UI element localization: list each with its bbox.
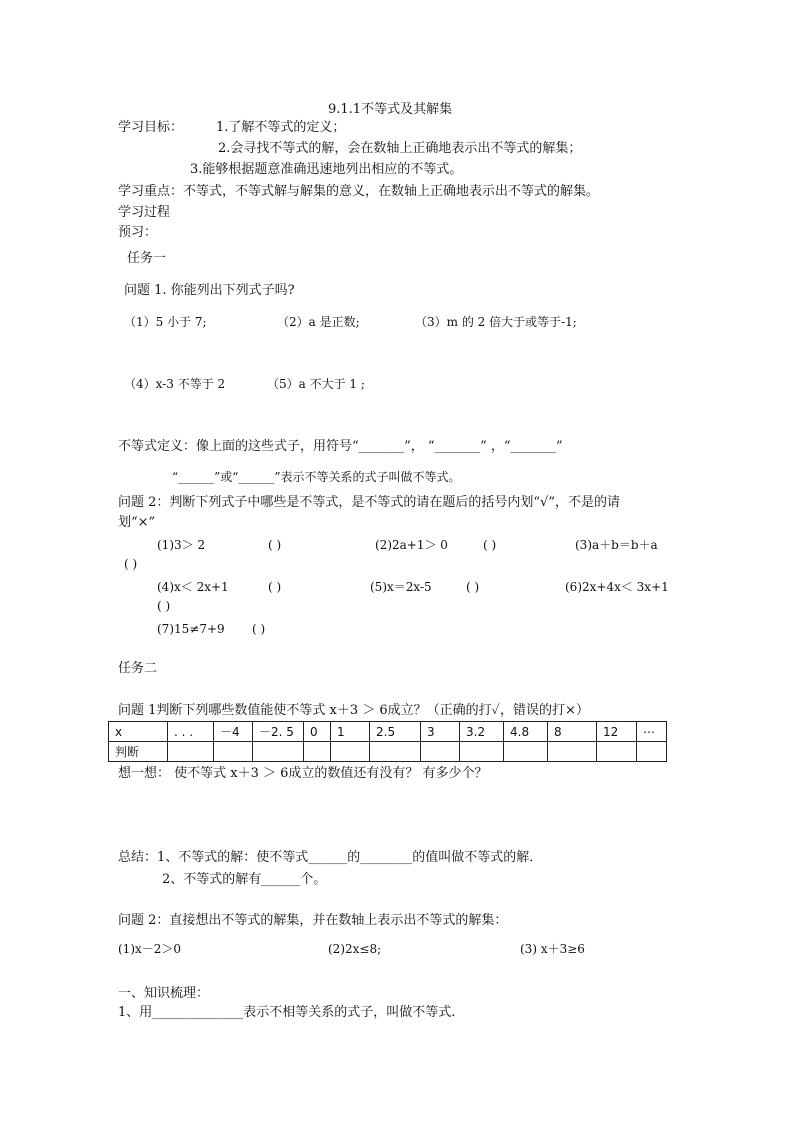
expr-1: (1)3＞ 2 [157, 538, 206, 552]
expr-5: (5)x＝2x-5 [370, 580, 432, 594]
preview-heading: 预习： [118, 225, 158, 240]
task1-question2-line1: 问题 2：判断下列式子中哪些是不等式，是不等式的请在题后的括号内划“√”，不是的请 [118, 495, 620, 510]
expr-7-bracket: ( ) [252, 622, 266, 636]
expr-3: (3)a＋b＝b＋a [575, 538, 658, 552]
knowledge-heading: 一、知识梳理： [118, 986, 210, 1001]
definition-line-2: “______”或“______”表示不等关系的式子叫做不等式。 [172, 470, 461, 484]
answer-cell[interactable] [304, 742, 331, 762]
process-heading: 学习过程 [118, 205, 171, 220]
table-cell: ⋯ [637, 722, 667, 742]
table-cell: 1 [331, 722, 370, 742]
expr-5-bracket: ( ) [466, 580, 480, 594]
summary-line-1: 总结：1、不等式的解：使不等式______的________的值叫做不等式的解． [118, 850, 543, 865]
list-item: (3) x＋3≥6 [520, 942, 585, 956]
answer-cell[interactable] [253, 742, 304, 762]
list-item: （4）x-3 不等于 2 [124, 377, 226, 391]
judgement-table [108, 721, 667, 762]
task2-question1: 问题 1判断下列哪些数值能使不等式 x＋3 ＞ 6成立？（正确的打✓，错误的打×） [118, 703, 589, 718]
answer-cell[interactable] [370, 742, 421, 762]
expr-1-bracket: ( ) [268, 538, 282, 552]
task1-question1: 问题 1. 你能列出下列式子吗? [124, 283, 295, 298]
answer-cell[interactable] [597, 742, 637, 762]
expr-3-bracket: ( ) [124, 557, 138, 571]
table-row [109, 722, 667, 742]
page-title: 9.1.1不等式及其解集 [328, 102, 453, 117]
expr-4: (4)x＜ 2x+1 [157, 580, 229, 594]
answer-cell[interactable] [548, 742, 597, 762]
table-cell: 3 [421, 722, 460, 742]
answer-cell[interactable] [460, 742, 504, 762]
table-cell: 4.8 [504, 722, 548, 742]
table-cell: 0 [304, 722, 331, 742]
knowledge-item-1: 1、用______________表示不相等关系的式子，叫做不等式. [118, 1005, 456, 1020]
think-line: 想一想： 使不等式 x＋3 ＞ 6成立的数值还有没有？ 有多少个？ [118, 766, 488, 781]
expr-6: (6)2x+4x＜ 3x+1 [565, 580, 669, 594]
list-item: （3）m 的 2 倍大于或等于-1; [415, 315, 577, 329]
list-item: （2）a 是正数; [277, 315, 360, 329]
list-item: (1)x－2＞0 [118, 942, 182, 956]
expr-6-bracket: ( ) [157, 599, 171, 613]
expr-7: (7)15≠7+9 [157, 622, 225, 636]
goal-3: 3.能够根据题意准确迅速地列出相应的不等式。 [190, 162, 463, 177]
task2-heading: 任务二 [118, 661, 158, 676]
answer-cell[interactable] [214, 742, 253, 762]
task2-question2: 问题 2：直接想出不等式的解集，并在数轴上表示出不等式的解集： [118, 913, 508, 928]
answer-cell[interactable] [637, 742, 667, 762]
table-cell: . . . [168, 722, 214, 742]
table-cell: 12 [597, 722, 637, 742]
task1-heading: 任务一 [127, 251, 167, 266]
expr-2: (2)2a+1＞ 0 [375, 538, 448, 552]
answer-cell[interactable] [331, 742, 370, 762]
list-item: (2)2x≤8; [328, 942, 382, 956]
goals-label: 学习目标： [118, 120, 184, 135]
definition-line-1: 不等式定义：像上面的这些式子，用符号“_______”， “_______” ，“_______” [118, 439, 563, 454]
table-row [109, 742, 667, 762]
list-item: （5）a 不大于 1 ; [267, 377, 365, 391]
answer-cell[interactable] [504, 742, 548, 762]
expr-4-bracket: ( ) [268, 580, 282, 594]
focus-line: 学习重点：不等式，不等式解与解集的意义，在数轴上正确地表示出不等式的解集。 [118, 184, 600, 199]
answer-cell[interactable] [421, 742, 460, 762]
table-cell: 8 [548, 722, 597, 742]
table-cell: 2.5 [370, 722, 421, 742]
summary-line-2: 2、不等式的解有______个。 [162, 872, 327, 887]
expr-2-bracket: ( ) [483, 538, 497, 552]
table-cell: －2. 5 [253, 722, 304, 742]
table-cell: 判断 [109, 742, 168, 762]
list-item: （1）5 小于 7; [124, 315, 207, 329]
goal-1: 1.了解不等式的定义； [216, 120, 346, 135]
table-cell: 3.2 [460, 722, 504, 742]
task1-question2-line2: 划“×” [118, 515, 156, 530]
answer-cell[interactable] [168, 742, 214, 762]
goal-2: 2.会寻找不等式的解，会在数轴上正确地表示出不等式的解集； [218, 141, 582, 156]
table-cell: －4 [214, 722, 253, 742]
table-cell: x [109, 722, 168, 742]
